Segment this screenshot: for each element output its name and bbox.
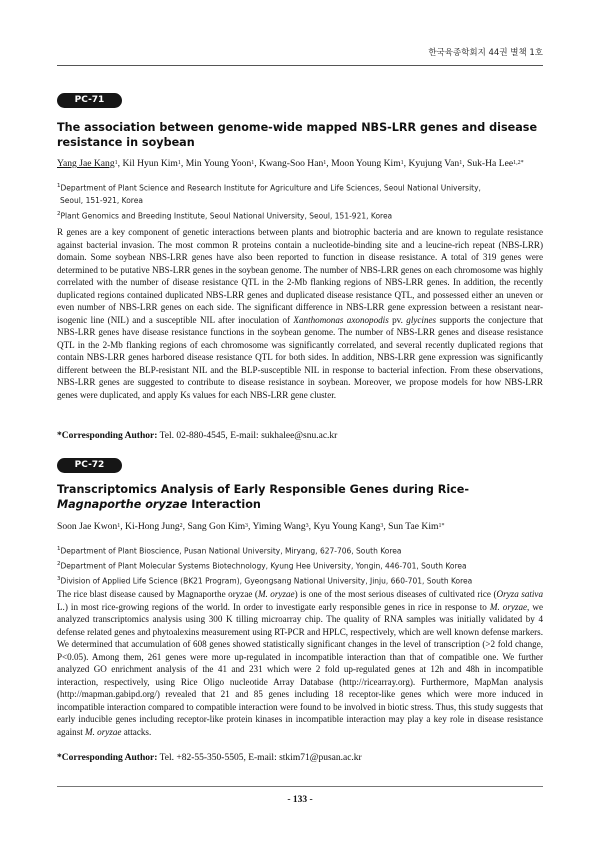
footer-divider — [57, 786, 543, 787]
species-name: M. oryzae — [489, 601, 528, 612]
affiliation: $^2$Plant Genomics and Breeding Institute, Seoul National University, Seoul, 151-921, Korea — [57, 210, 393, 220]
affiliation: $^1$Department of Plant Bioscience, Pusan National University, Miryang, 627-706, South Korea — [57, 546, 402, 556]
author-name: Min Young Yoon — [185, 158, 252, 169]
affiliation-list — [57, 180, 557, 223]
corresponding-author: *Corresponding Author: Tel. 02-880-4545, E-mail: sukhalee@snu.ac.kr — [57, 431, 338, 441]
species-name: Xanthomonas axonopodis — [293, 314, 389, 325]
author-affiliation-mark: 1 — [400, 160, 404, 166]
author-list: Soon Jae Kwon$^1$, Ki-Hong Jung$^2$, Sang Gon Kim$^3$, Yiming Wang$^3$, Kyu Young Kang$^3$, Sun Tae Kim$^{1*}$ — [57, 521, 445, 532]
journal-header: 한국육종학회지 44권 별책 1호 — [428, 48, 543, 58]
affiliation-list — [57, 543, 557, 588]
author-affiliation-mark: 3 — [380, 523, 384, 529]
affiliation-continuation: Seoul, 151-921, Korea — [60, 196, 143, 205]
abstract-id-badge: PC-72 — [57, 458, 122, 473]
abstract-title: Transcriptomics Analysis of Early Responsible Genes during Rice-Magnaporthe oryzae Interaction — [57, 483, 470, 511]
author-affiliation-mark: 3 — [305, 523, 309, 529]
abstract-id-badge: PC-71 — [57, 93, 122, 108]
email-address: sukhalee@snu.ac.kr — [261, 431, 338, 441]
header-divider — [57, 65, 543, 66]
affiliation: $^1$Department of Plant Science and Research Institute for Agriculture and Life Sciences, Seoul National University, — [57, 183, 481, 193]
author-name: Sun Tae Kim — [388, 521, 439, 532]
author-affiliation-mark: 1 — [177, 160, 181, 166]
author-affiliation-mark: 1,2* — [513, 160, 524, 166]
abstract-title: The association between genome-wide mapped NBS-LRR genes and disease resistance in soybean — [57, 121, 538, 149]
author-name: Kil Hyun Kim — [122, 158, 178, 169]
author-affiliation-mark: 1 — [323, 160, 327, 166]
author-name: Yang Jae Kang — [57, 158, 115, 169]
affiliation: $^2$Department of Plant Molecular Systems Biotechnology, Kyung Hee University, Yongin, 446-701, South Korea — [57, 561, 467, 571]
phone-number: +82-55-350-5505, — [176, 753, 246, 763]
author-name: Sang Gon Kim — [187, 521, 246, 532]
author-affiliation-mark: 3 — [245, 523, 249, 529]
author-name: Yiming Wang — [252, 521, 306, 532]
author-name: Suk-Ha Lee — [467, 158, 514, 169]
author-affiliation-mark: 2 — [179, 523, 183, 529]
species-name: Oryza sativa — [496, 589, 544, 599]
corresponding-author: *Corresponding Author: Tel. +82-55-350-5505, E-mail: stkim71@pusan.ac.kr — [57, 753, 362, 763]
species-name: glycines — [406, 314, 437, 325]
abstract-body: The rice blast disease caused by Magnaporthe oryzae (M. oryzae) is one of the most serious diseases of cultivated rice (Oryza sativa L.) in most rice-growing regions of the world. In order to investigate early responsible genes in rice in response to M. oryzae, we analyzed transcriptomics analysis using 300 K tilling microarray chip. The quality of RNA samples was initially validated by 4 defense related genes and phytoalexins measurement using RT-PCR and HPLC, respectively, which are well known defense markers. We determined that accumulation of 608 genes showed statistically significant changes in the level of transcription (>2 fold change, P<0.05). Among them, 261 genes were more up-regulated in incompatible interaction than that of compatible one. We further analyzed GO enrichment analysis of the 41 and 231 which were 2 fold up-regulated genes at 12h and 48h in incompatible interaction, respectively, using Rice Oligo nucleotide Array Database (http://ricearray.org). Furthermore, MapMan analysis (http://mapman.gabipd.org/) revealed that 21 and 85 genes including 18 receptor-like genes which were more induced in incompatible interaction compared to compatible interaction were found to be involved in biotic stress. Thus, this study suggests that early inducible genes including receptor-like protein kinases in incompatible interaction may play a key role in disease resistance against M. oryzae attacks. — [57, 589, 544, 737]
phone-number: 02-880-4545, — [176, 431, 228, 441]
author-affiliation-mark: 1 — [459, 160, 463, 166]
species-name: M. oryzae — [257, 589, 295, 599]
author-affiliation-mark: 1 — [114, 160, 118, 166]
email-address: stkim71@pusan.ac.kr — [279, 753, 362, 763]
author-name: Ki-Hong Jung — [125, 521, 180, 532]
page-number: - 133 - — [287, 795, 313, 805]
author-name: Soon Jae Kwon — [57, 521, 118, 532]
species-name: M. oryzae — [85, 726, 122, 737]
author-name: Kwang-Soo Han — [259, 158, 324, 169]
author-affiliation-mark: 1 — [117, 523, 121, 529]
author-name: Kyujung Van — [408, 158, 460, 169]
author-list: Yang Jae Kang$^1$, Kil Hyun Kim$^1$, Min Young Yoon$^1$, Kwang-Soo Han$^1$, Moon Young Kim$^1$, Kyujung Van$^1$, Suk-Ha Lee$^{1,2*}$ — [57, 158, 524, 169]
author-name: Moon Young Kim — [331, 158, 401, 169]
author-affiliation-mark: 1 — [251, 160, 255, 166]
abstract-body: R genes are a key component of genetic interactions between plants and biotrophic bacteria and are known to regulate resistance against bacterial invasion. The most common R proteins contain a nucleotide-binding site and a leucine-rich repeat (NBS-LRR) domain. Some soybean NBS-LRR genes have also been reported to function in disease resistance. A total of 319 genes were determined to be putative NBS-LRR genes in the soybean genome. The number of NBS-LRR genes on each chromosome was highly correlated with the number of disease resistance QTL in the 2-Mb flanking regions of NBS-LRR genes. In addition, the recently duplicated regions contained duplicated NBS-LRR genes and duplicated disease resistance QTL, and possessed either an uneven or even number of NBS-LRR genes on each side. The significant difference in NBS-LRR gene expression between a resistant near-isogenic line (NIL) and a susceptible NIL after inoculation of Xanthomonas axonopodis pv. glycines supports the conjecture that NBS-LRR genes have disease resistance functions in the soybean genome. The number of NBS-LRR genes and disease resistance QTL in the 2-Mb flanking regions of each chromosome was significantly correlated, and several recently duplicated regions that contain NBS-LRR genes harbored disease resistance QTL for both sides. In addition, NBS-LRR gene expression was significantly different between the BLP-resistant NIL and the BLP-susceptible NIL in response to bacterial infection. From these observations, NBS-LRR genes are suggested to contribute to disease resistance in soybean. Moreover, we propose models for how NBS-LRR genes were duplicated, and apply Ks values for each NBS-LRR gene cluster. — [57, 227, 544, 400]
author-affiliation-mark: 1* — [438, 523, 445, 529]
author-name: Kyu Young Kang — [313, 521, 381, 532]
affiliation: $^3$Division of Applied Life Science (BK21 Program), Gyeongsang National University, Jinju, 660-701, South Korea — [57, 576, 473, 586]
